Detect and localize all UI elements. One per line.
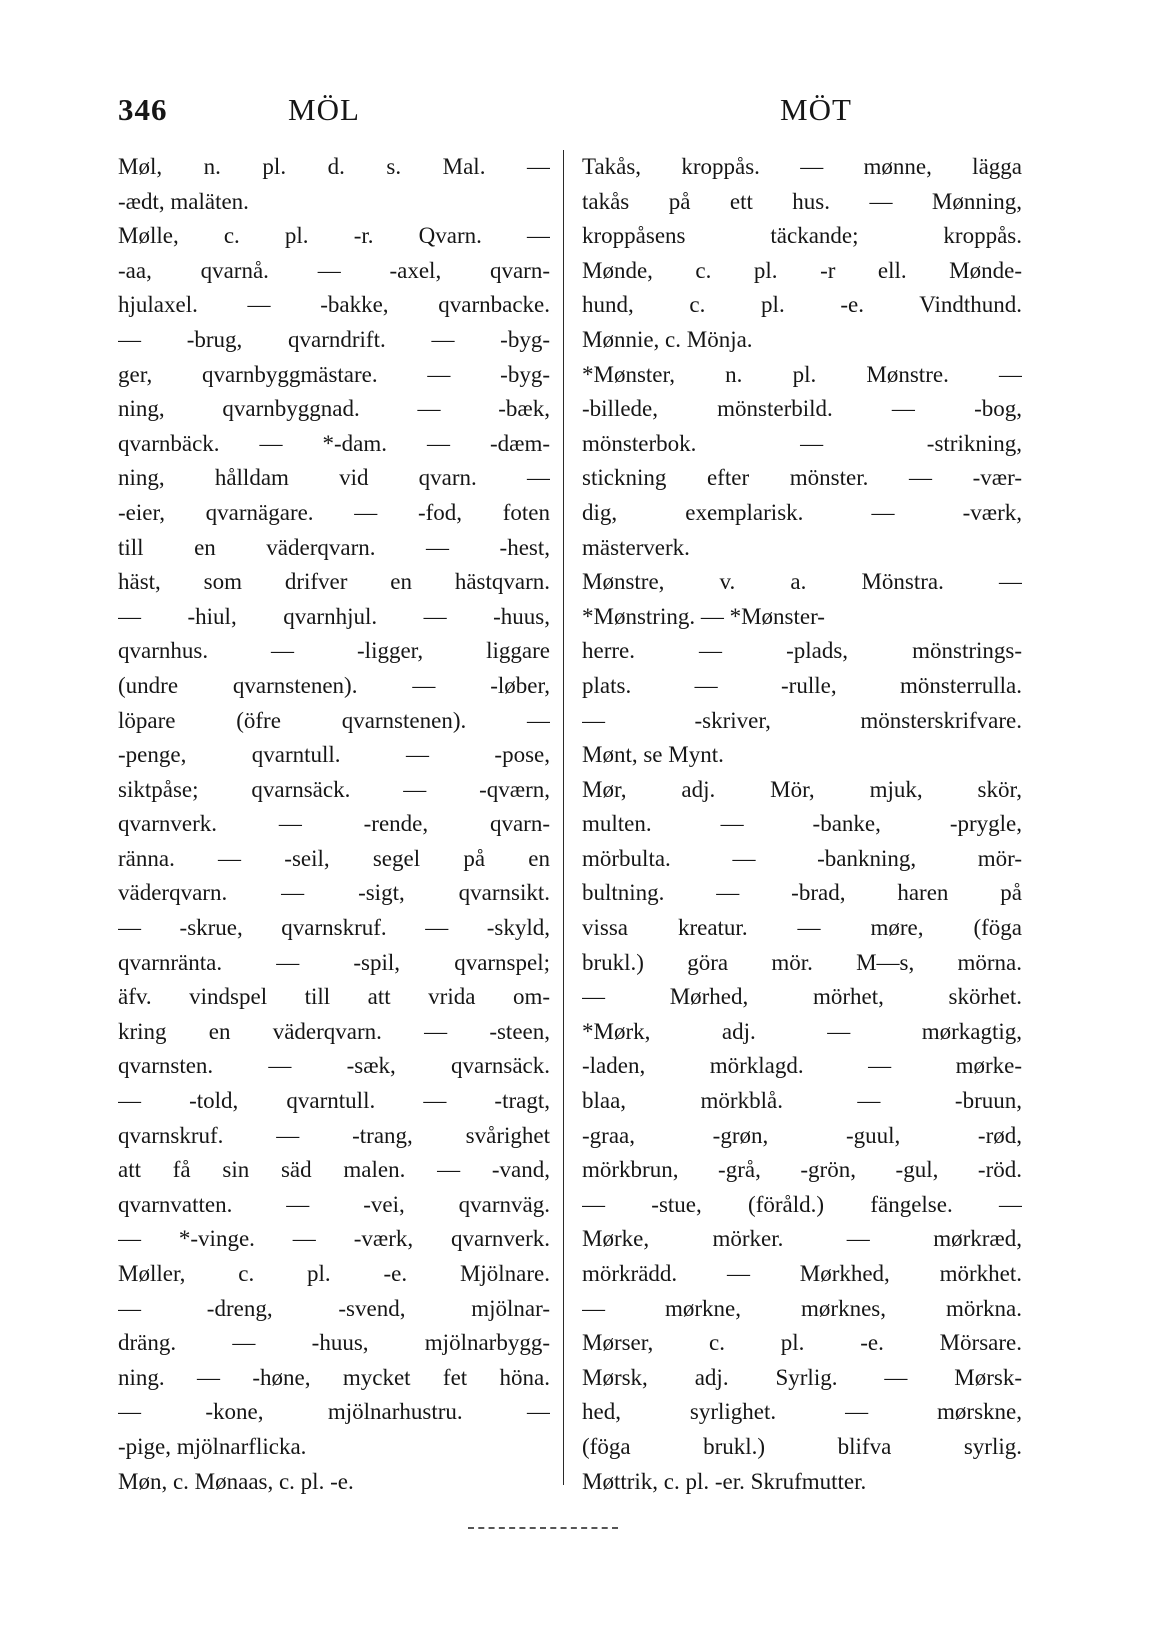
entry-line: Mørsk, adj. Syrlig. — Mørsk- [582, 1364, 1022, 1390]
entry-line: stickning efter mönster. — -vær- [582, 465, 1022, 491]
entry-line: ränna. — -seil, segel på en [118, 845, 550, 871]
entry-line: — -hiul, qvarnhjul. — -huus, [118, 603, 550, 629]
entry-line: qvarnränta. — -spil, qvarnspel; [118, 949, 550, 975]
entry-line: Møttrik, c. pl. -er. Skrufmutter. [582, 1468, 867, 1494]
column-divider [563, 150, 564, 1485]
entry-line: ning, hålldam vid qvarn. — [118, 465, 550, 491]
entry-line: Møl, n. pl. d. s. Mal. — [118, 154, 550, 179]
entry-line: -penge, qvarntull. — -pose, [118, 742, 550, 768]
entry-line: — *-vinge. — -værk, qvarnverk. [118, 1226, 550, 1252]
entry-line: *Mønster, n. pl. Mønstre. — [582, 361, 1022, 387]
entry-line: -eier, qvarnägare. — -fod, foten [118, 499, 550, 525]
right-guide-word: MÖT [780, 92, 852, 127]
entry-line: -ædt, maläten. [118, 188, 249, 214]
entry-line: mästerverk. [582, 534, 690, 560]
entry-line: Mønde, c. pl. -r ell. Mønde- [582, 257, 1022, 283]
entry-line: ger, qvarnbyggmästare. — -byg- [118, 361, 550, 387]
entry-line: -graa, -grøn, -guul, -rød, [582, 1122, 1022, 1148]
entry-line: -billede, mönsterbild. — -bog, [582, 396, 1022, 422]
entry-line: mörkbrun, -grå, -grön, -gul, -röd. [582, 1157, 1022, 1183]
entry-line: äfv. vindspel till att vrida om- [118, 984, 550, 1010]
entry-line: blaa, mörkblå. — -bruun, [582, 1088, 1022, 1114]
entry-line: qvarnvatten. — -vei, qvarnväg. [118, 1191, 550, 1217]
entry-line: takås på ett hus. — Mønning, [582, 188, 1022, 214]
entry-line: qvarnverk. — -rende, qvarn- [118, 811, 550, 837]
footer-rule [468, 1527, 618, 1529]
entry-line: — -dreng, -svend, mjölnar- [118, 1295, 550, 1321]
entry-line: — -skriver, mönsterskrifvare. [582, 707, 1022, 733]
entry-line: Mølle, c. pl. -r. Qvarn. — [118, 223, 550, 249]
entry-line: mörbulta. — -bankning, mör- [582, 845, 1022, 871]
entry-line: väderqvarn. — -sigt, qvarnsikt. [118, 880, 550, 906]
entry-line: *Mønstring. — *Mønster- [582, 603, 825, 629]
entry-line: qvarnhus. — -ligger, liggare [118, 638, 550, 664]
entry-line: Takås, kroppås. — mønne, lägga [582, 154, 1022, 179]
left-column [118, 150, 550, 1499]
entry-line: — -skrue, qvarnskruf. — -skyld, [118, 915, 550, 941]
entry-line: siktpåse; qvarnsäck. — -qværn, [118, 776, 550, 802]
entry-line: Møn, c. Mønaas, c. pl. -e. [118, 1468, 354, 1494]
entry-line: löpare (öfre qvarnstenen). — [118, 707, 550, 733]
entry-line: — Mørhed, mörhet, skörhet. [582, 984, 1022, 1010]
entry-line: dräng. — -huus, mjölnarbygg- [118, 1330, 550, 1356]
entry-line: hed, syrlighet. — mørskne, [582, 1399, 1022, 1425]
entry-line: bultning. — -brad, haren på [582, 880, 1022, 906]
entry-line: — mørkne, mørknes, mörkna. [582, 1295, 1022, 1321]
page-number: 346 [118, 92, 168, 127]
entry-line: — -brug, qvarndrift. — -byg- [118, 326, 550, 352]
left-guide-word: MÖL [288, 92, 360, 127]
entry-line: — -stue, (föråld.) fängelse. — [582, 1191, 1022, 1217]
entry-line: kroppåsens täckande; kroppås. [582, 223, 1022, 249]
entry-line: qvarnbäck. — *-dam. — -dæm- [118, 430, 550, 456]
entry-line: multen. — -banke, -prygle, [582, 811, 1022, 837]
entry-line: Mørser, c. pl. -e. Mörsare. [582, 1330, 1022, 1356]
entry-line: kring en väderqvarn. — -steen, [118, 1018, 550, 1044]
entry-line: Mønt, se Mynt. [582, 742, 724, 768]
entry-line: hjulaxel. — -bakke, qvarnbacke. [118, 292, 550, 318]
entry-line: mönsterbok. — -strikning, [582, 430, 1022, 456]
entry-line: Mør, adj. Mör, mjuk, skör, [582, 776, 1022, 802]
entry-line: vissa kreatur. — møre, (föga [582, 915, 1022, 941]
entry-line: mörkrädd. — Mørkhed, mörkhet. [582, 1261, 1022, 1286]
entry-line: brukl.) göra mör. M—s, mörna. [582, 949, 1022, 975]
entry-line: Mønnie, c. Mönja. [582, 326, 753, 352]
entry-line: Mørke, mörker. — mørkræd, [582, 1226, 1022, 1252]
entry-line: dig, exemplarisk. — -værk, [582, 499, 1022, 525]
entry-line: häst, som drifver en hästqvarn. [118, 569, 550, 595]
entry-line: hund, c. pl. -e. Vindthund. [582, 292, 1022, 318]
entry-line: -laden, mörklagd. — mørke- [582, 1053, 1022, 1079]
entry-line: att få sin säd malen. — -vand, [118, 1157, 550, 1183]
entry-line: -pige, mjölnarflicka. [118, 1433, 307, 1459]
entry-line: -aa, qvarnå. — -axel, qvarn- [118, 257, 550, 283]
running-header [118, 92, 1048, 136]
entry-line: *Mørk, adj. — mørkagtig, [582, 1018, 1022, 1044]
entry-line: till en väderqvarn. — -hest, [118, 534, 550, 560]
entry-line: plats. — -rulle, mönsterrulla. [582, 672, 1022, 698]
entry-line: Møller, c. pl. -e. Mjölnare. [118, 1261, 550, 1286]
entry-line: ning. — -høne, mycket fet höna. [118, 1364, 550, 1390]
entry-line: — -kone, mjölnarhustru. — [118, 1399, 550, 1425]
right-column [582, 150, 1022, 1499]
entry-line: (föga brukl.) blifva syrlig. [582, 1433, 1022, 1459]
entry-line: ning, qvarnbyggnad. — -bæk, [118, 396, 550, 422]
entry-line: herre. — -plads, mönstrings- [582, 638, 1022, 664]
entry-line: Mønstre, v. a. Mönstra. — [582, 569, 1022, 595]
entry-line: qvarnskruf. — -trang, svårighet [118, 1122, 550, 1148]
entry-line: — -told, qvarntull. — -tragt, [118, 1088, 550, 1114]
entry-line: qvarnsten. — -sæk, qvarnsäck. [118, 1053, 550, 1079]
entry-line: (undre qvarnstenen). — -løber, [118, 672, 550, 698]
